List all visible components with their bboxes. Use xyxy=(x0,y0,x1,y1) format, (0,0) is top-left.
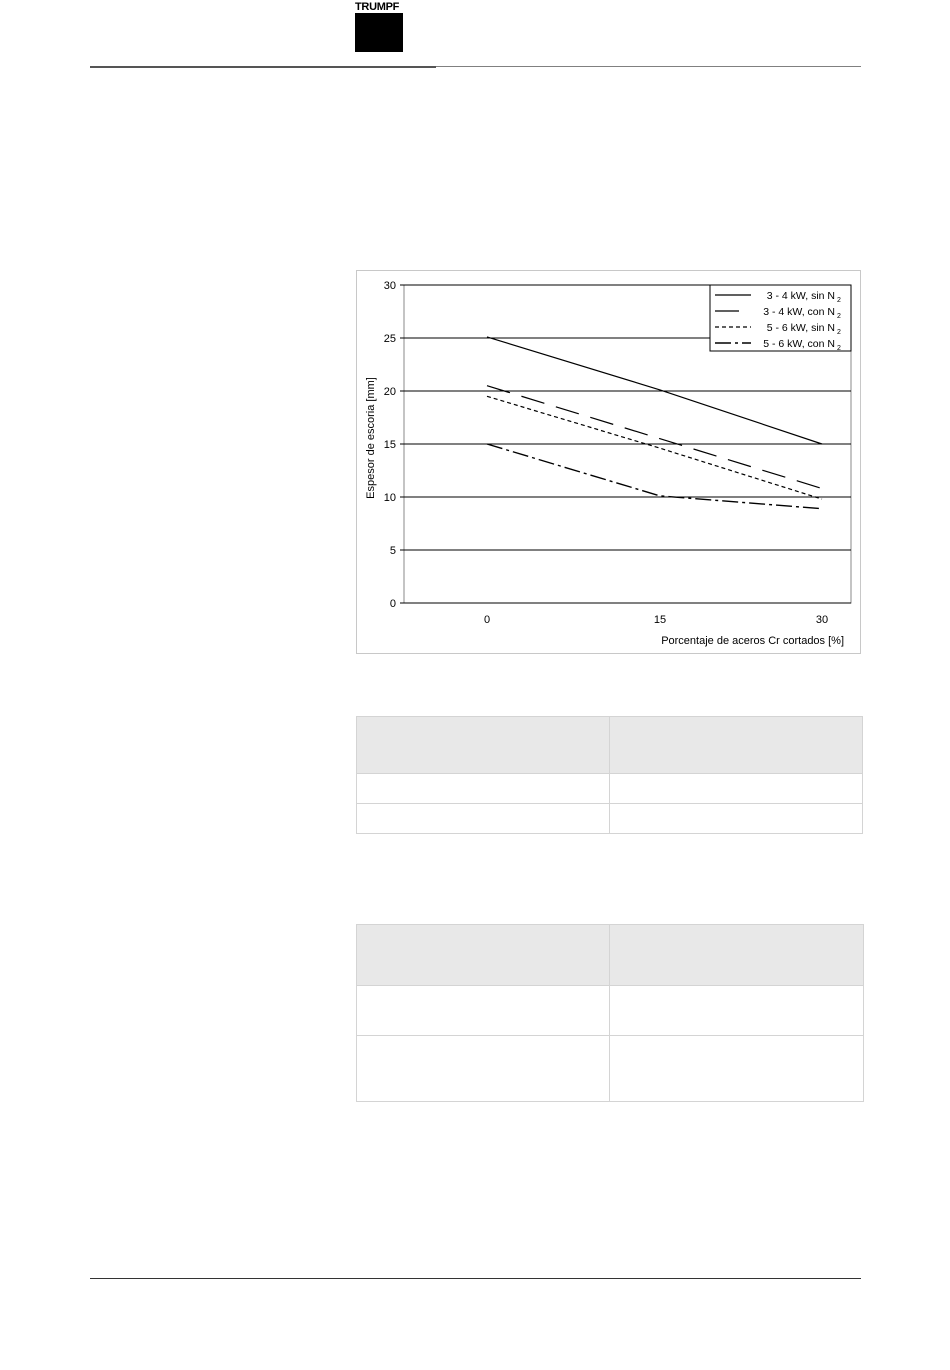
table-cell xyxy=(357,774,610,804)
table-1 xyxy=(356,716,863,834)
legend-label: 5 - 6 kW, sin N xyxy=(766,322,835,334)
chart-container xyxy=(356,270,861,654)
y-tick-label: 5 xyxy=(389,545,396,557)
table-cell xyxy=(357,986,610,1036)
table-cell xyxy=(610,986,864,1036)
legend-label: 5 - 6 kW, con N xyxy=(763,338,835,350)
table-2-header-row xyxy=(357,925,864,986)
table-1-header-cell xyxy=(610,717,863,774)
series-line xyxy=(487,337,822,444)
table-row xyxy=(357,986,864,1036)
slag-thickness-chart xyxy=(357,271,862,655)
table-1-header-row xyxy=(357,717,863,774)
legend-label-subscript: 2 xyxy=(837,329,841,336)
table-cell xyxy=(610,804,863,834)
x-tick-label: 15 xyxy=(653,614,667,626)
table-2-header-cell xyxy=(610,925,864,986)
y-tick-label: 20 xyxy=(383,386,396,398)
table-2 xyxy=(356,924,864,1102)
table-cell xyxy=(610,1036,864,1102)
table-row xyxy=(357,774,863,804)
footer-divider xyxy=(90,1278,861,1279)
series-line xyxy=(487,444,822,509)
table-row xyxy=(357,804,863,834)
legend-label-subscript: 2 xyxy=(837,313,841,320)
x-tick-label: 30 xyxy=(815,614,829,626)
legend-label: 3 - 4 kW, con N xyxy=(763,306,835,318)
table-cell xyxy=(357,1036,610,1102)
series-line xyxy=(487,396,822,499)
table-2-header-cell xyxy=(357,925,610,986)
legend-label: 3 - 4 kW, sin N xyxy=(766,290,835,302)
x-axis-label: Porcentaje de aceros Cr cortados [%] xyxy=(661,635,844,647)
legend-label-subscript: 2 xyxy=(837,297,841,304)
y-tick-label: 0 xyxy=(389,598,396,610)
brand-logo-mark xyxy=(355,13,403,52)
y-tick-label: 30 xyxy=(383,280,396,292)
brand-logo-text: TRUMPF xyxy=(355,1,400,13)
table-cell xyxy=(610,774,863,804)
table-1-header-cell xyxy=(357,717,610,774)
table-row xyxy=(357,1036,864,1102)
x-tick-label: 0 xyxy=(483,614,491,626)
series-line xyxy=(487,386,822,489)
header-divider-accent xyxy=(90,66,436,68)
y-tick-label: 25 xyxy=(383,333,396,345)
y-tick-label: 15 xyxy=(383,439,396,451)
legend-label-subscript: 2 xyxy=(837,345,841,352)
table-cell xyxy=(357,804,610,834)
y-axis-label: Espesor de escoria [mm] xyxy=(365,377,377,499)
y-tick-label: 10 xyxy=(383,492,396,504)
